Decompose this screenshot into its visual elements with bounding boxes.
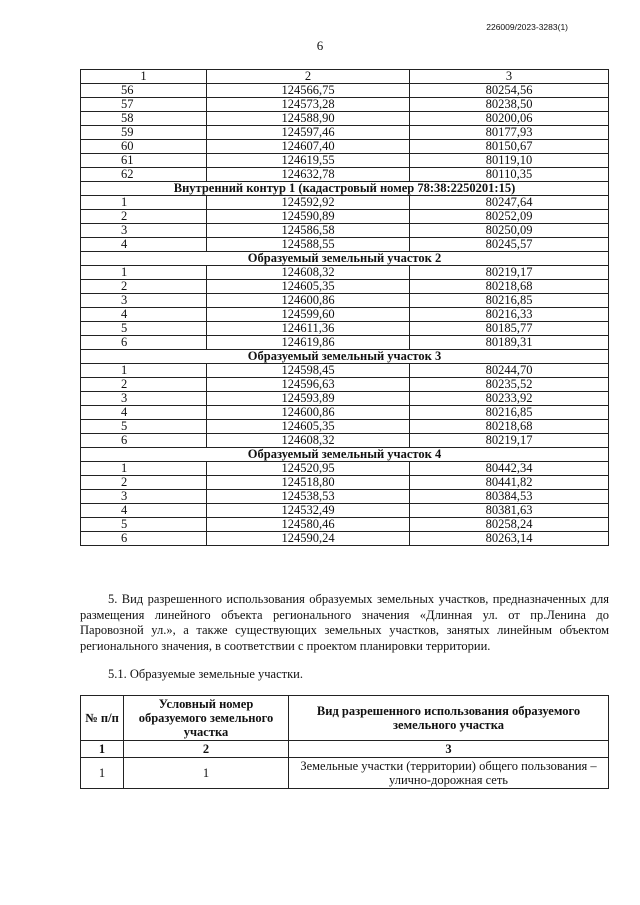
table-cell: 3 [410, 70, 609, 84]
table-cell: 80216,85 [410, 294, 609, 308]
table-cell: 80263,14 [410, 532, 609, 546]
table-row [81, 420, 609, 434]
table-row [81, 518, 609, 532]
table-cell: 80254,56 [410, 84, 609, 98]
section-title-row [81, 448, 609, 462]
parcels-column-numbers [81, 741, 609, 758]
table-cell: 6 [81, 434, 207, 448]
parcels-header-row [81, 696, 609, 741]
table-row [81, 266, 609, 280]
table-cell: 80216,85 [410, 406, 609, 420]
table-cell: 124520,95 [207, 462, 410, 476]
table-cell: 124597,46 [207, 126, 410, 140]
header-number: № п/п [81, 696, 124, 741]
table-cell: 2 [81, 378, 207, 392]
table-cell: 2 [207, 70, 410, 84]
table-row [81, 378, 609, 392]
column-number-2: 2 [124, 741, 289, 758]
table-cell: 5 [81, 518, 207, 532]
coords-header-row [81, 70, 609, 84]
table-row [81, 154, 609, 168]
table-row [81, 196, 609, 210]
row-parcel-number: 1 [124, 758, 289, 789]
section-title: Внутренний контур 1 (кадастровый номер 78:38:2250201:15) [81, 182, 609, 196]
table-cell: 3 [81, 392, 207, 406]
table-cell: 3 [81, 490, 207, 504]
table-row [81, 406, 609, 420]
table-row [81, 140, 609, 154]
table-cell: 80218,68 [410, 280, 609, 294]
table-cell: 5 [81, 322, 207, 336]
table-cell: 124619,55 [207, 154, 410, 168]
column-number-3: 3 [289, 741, 609, 758]
table-cell: 1 [81, 70, 207, 84]
table-cell: 3 [81, 224, 207, 238]
table-cell: 80244,70 [410, 364, 609, 378]
row-index: 1 [81, 758, 124, 789]
table-row [81, 476, 609, 490]
section-title-row [81, 252, 609, 266]
table-cell: 80442,34 [410, 462, 609, 476]
table-cell: 124566,75 [207, 84, 410, 98]
table-cell: 56 [81, 84, 207, 98]
table-row [81, 238, 609, 252]
section-title: Образуемый земельный участок 2 [81, 252, 609, 266]
table-row [81, 98, 609, 112]
table-cell: 1 [81, 462, 207, 476]
table-cell: 124580,46 [207, 518, 410, 532]
table-cell: 62 [81, 168, 207, 182]
table-cell: 124599,60 [207, 308, 410, 322]
table-cell: 80233,92 [410, 392, 609, 406]
table-cell: 5 [81, 420, 207, 434]
table-row [81, 336, 609, 350]
table-cell: 124593,89 [207, 392, 410, 406]
table-cell: 124608,32 [207, 434, 410, 448]
table-cell: 80219,17 [410, 266, 609, 280]
table-cell: 124588,55 [207, 238, 410, 252]
table-cell: 124538,53 [207, 490, 410, 504]
table-row [81, 490, 609, 504]
table-cell: 2 [81, 476, 207, 490]
section-title-row [81, 350, 609, 364]
table-cell: 124588,90 [207, 112, 410, 126]
table-cell: 80247,64 [410, 196, 609, 210]
table-row [81, 308, 609, 322]
table-cell: 80252,09 [410, 210, 609, 224]
table-row [81, 112, 609, 126]
table-row [81, 462, 609, 476]
table-cell: 58 [81, 112, 207, 126]
table-cell: 80177,93 [410, 126, 609, 140]
table-cell: 124605,35 [207, 420, 410, 434]
table-cell: 80250,09 [410, 224, 609, 238]
table-cell: 124600,86 [207, 406, 410, 420]
table-cell: 2 [81, 280, 207, 294]
header-conditional-number: Условный номер образуемого земельного участка [124, 696, 289, 741]
table-row [81, 322, 609, 336]
table-cell: 6 [81, 532, 207, 546]
table-cell: 1 [81, 266, 207, 280]
table-cell: 124592,92 [207, 196, 410, 210]
table-cell: 1 [81, 364, 207, 378]
table-cell: 61 [81, 154, 207, 168]
header-permitted-use: Вид разрешенного использования образуемого земельного участка [289, 696, 609, 741]
table-cell: 3 [81, 294, 207, 308]
table-row [81, 210, 609, 224]
table-cell: 80238,50 [410, 98, 609, 112]
table-cell: 80150,67 [410, 140, 609, 154]
table-row [81, 126, 609, 140]
table-cell: 124590,89 [207, 210, 410, 224]
table-cell: 124596,63 [207, 378, 410, 392]
table-cell: 4 [81, 406, 207, 420]
table-row [81, 294, 609, 308]
table-cell: 4 [81, 504, 207, 518]
page-number: 6 [316, 38, 324, 53]
table-cell: 80216,33 [410, 308, 609, 322]
table-cell: 124532,49 [207, 504, 410, 518]
table-cell: 80381,63 [410, 504, 609, 518]
table-cell: 124611,36 [207, 322, 410, 336]
coordinates-table [80, 69, 609, 546]
table-cell: 124605,35 [207, 280, 410, 294]
table-cell: 124607,40 [207, 140, 410, 154]
section-title: Образуемый земельный участок 3 [81, 350, 609, 364]
table-cell: 59 [81, 126, 207, 140]
table-cell: 124600,86 [207, 294, 410, 308]
table-row [81, 392, 609, 406]
table-row [81, 168, 609, 182]
table-cell: 6 [81, 336, 207, 350]
table-row [81, 224, 609, 238]
table-cell: 124608,32 [207, 266, 410, 280]
paragraph-5-1: 5.1. Образуемые земельные участки. [108, 667, 303, 681]
parcels-table [80, 695, 609, 789]
table-cell: 4 [81, 308, 207, 322]
table-cell: 80189,31 [410, 336, 609, 350]
table-cell: 124586,58 [207, 224, 410, 238]
table-cell: 124632,78 [207, 168, 410, 182]
document-number: 226009/2023-3283(1) [486, 22, 568, 32]
column-number-1: 1 [81, 741, 124, 758]
table-cell: 4 [81, 238, 207, 252]
table-cell: 1 [81, 196, 207, 210]
table-row [81, 280, 609, 294]
table-row [81, 364, 609, 378]
table-cell: 80200,06 [410, 112, 609, 126]
table-cell: 80119,10 [410, 154, 609, 168]
table-cell: 80441,82 [410, 476, 609, 490]
table-cell: 124590,24 [207, 532, 410, 546]
table-cell: 124573,28 [207, 98, 410, 112]
table-row [81, 532, 609, 546]
table-cell: 80258,24 [410, 518, 609, 532]
table-cell: 80245,57 [410, 238, 609, 252]
table-row [81, 504, 609, 518]
table-row [81, 434, 609, 448]
table-cell: 80235,52 [410, 378, 609, 392]
section-title-row [81, 182, 609, 196]
table-cell: 2 [81, 210, 207, 224]
table-cell: 124598,45 [207, 364, 410, 378]
table-row [81, 84, 609, 98]
table-cell: 124619,86 [207, 336, 410, 350]
section-title: Образуемый земельный участок 4 [81, 448, 609, 462]
table-row [81, 758, 609, 789]
table-cell: 80384,53 [410, 490, 609, 504]
table-cell: 80218,68 [410, 420, 609, 434]
paragraph-5: 5. Вид разрешенного использования образуемых земельных участков, предназначенных для размещения линейного объекта регионального значения «Длинная ул. от пр.Ленина до Паровозной ул.», а также существующих земельных участков, занятых линейным объектом регионального значения, в соответствии с проектом планировки территории. [80, 592, 609, 653]
table-cell: 60 [81, 140, 207, 154]
table-cell: 57 [81, 98, 207, 112]
table-cell: 124518,80 [207, 476, 410, 490]
row-permitted-use: Земельные участки (территории) общего пользования – улично-дорожная сеть [289, 758, 609, 789]
table-cell: 80185,77 [410, 322, 609, 336]
table-cell: 80110,35 [410, 168, 609, 182]
table-cell: 80219,17 [410, 434, 609, 448]
